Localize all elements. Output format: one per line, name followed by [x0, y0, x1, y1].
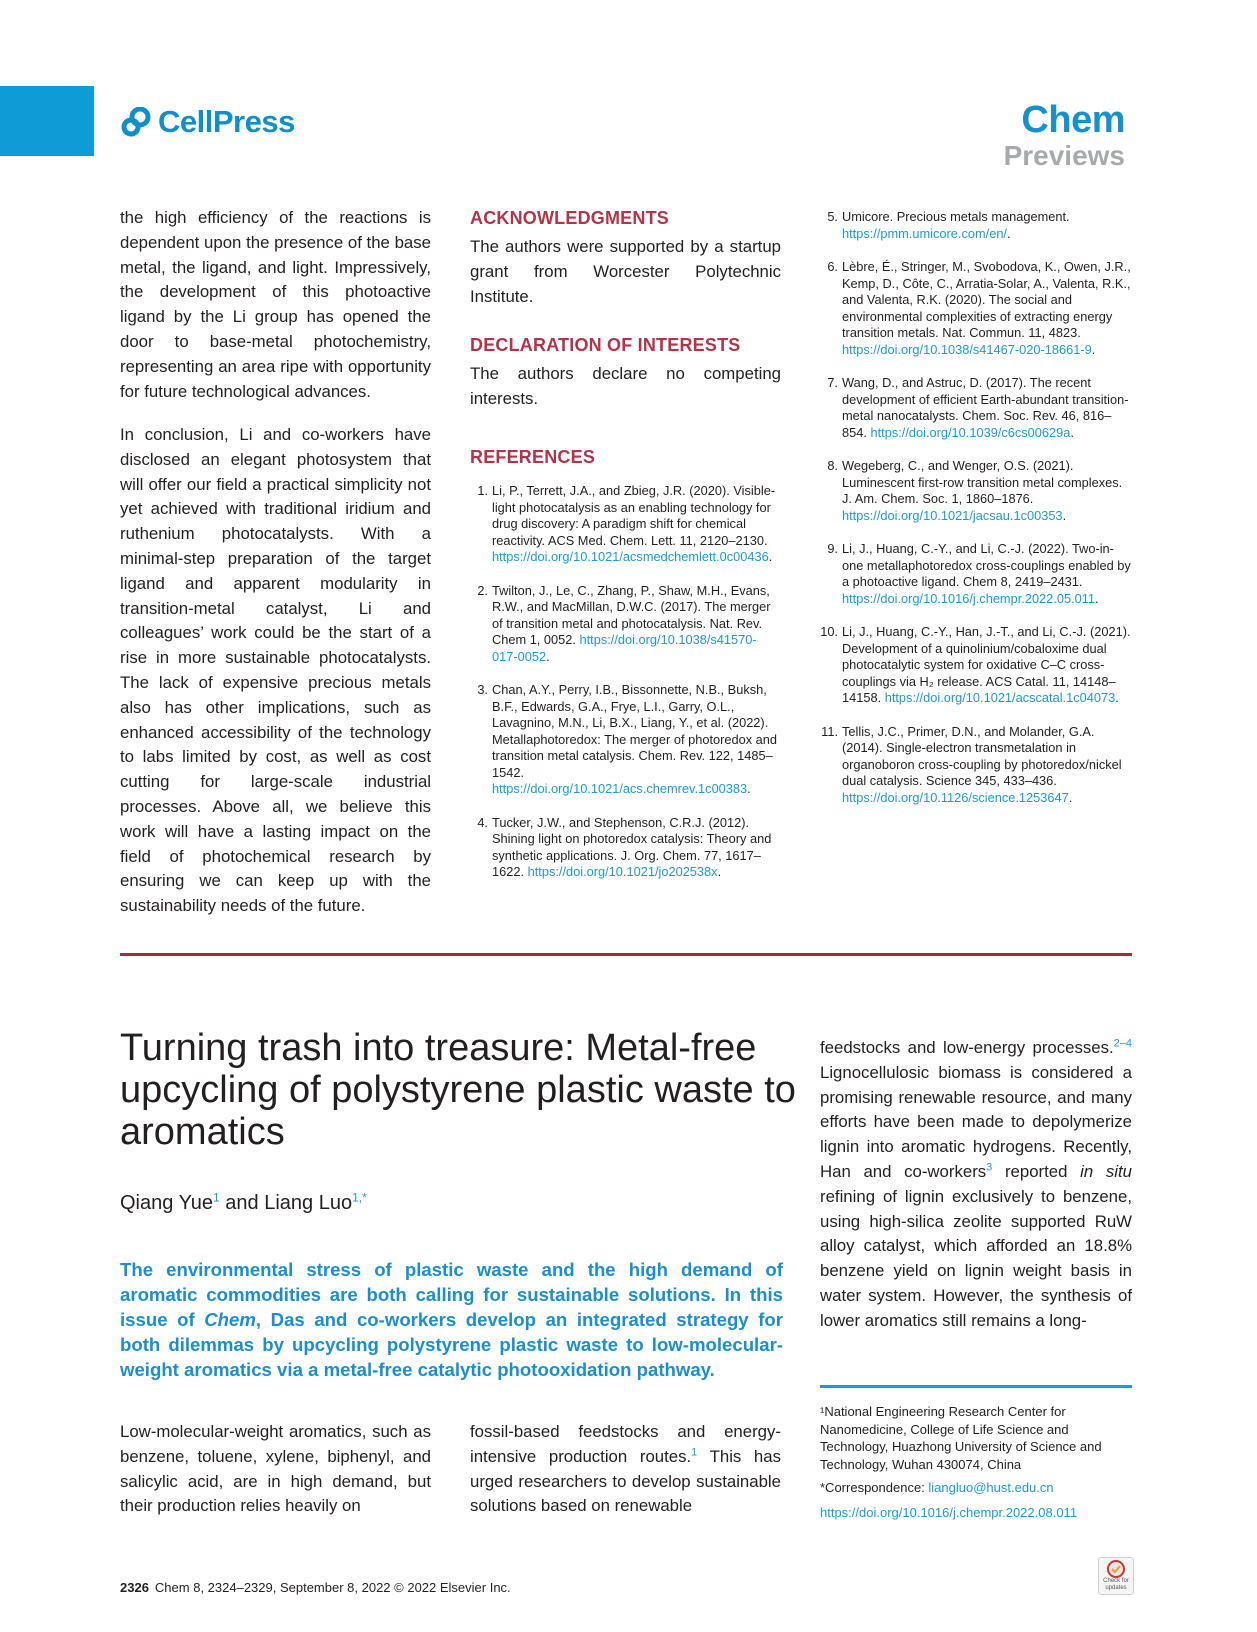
reference-citation: Umicore. Precious metals management. [842, 209, 1070, 224]
reference-citation: Tellis, J.C., Primer, D.N., and Molander, G.A. (2014). Single-electron transmetalation in organoboron cross-coupling by photoredox/nickel dual catalysis. Science 345, 433–436. [842, 723, 1122, 788]
abstract-text: The environmental stress of plastic waste and the high demand of aromatic commodities are both calling for sustainable solutions. In this issue of [120, 1259, 783, 1330]
journal-header [1004, 100, 1125, 172]
reference-item [477, 814, 781, 881]
reference-text [492, 682, 781, 798]
reference-text [492, 815, 781, 881]
reference-citation: Chan, A.Y., Perry, I.B., Bissonnette, N.B., Buksh, B.F., Edwards, G.A., Frye, L.I., Garry, O.L., Lavagnino, M.N., Li, B.X., Liang, Y., et al. (2022). Metallaphotoredox: The merger of photoredox and transition metal catalysis. Chem. Rev. 122, 1485–1542. [492, 682, 778, 780]
affiliation-divider [820, 1385, 1132, 1388]
abstract-text: , Das and co-workers develop an integrated strategy for both dilemmas by upcycling polystyrene plastic waste to low-molecular-weight aromatics via a metal-free catalytic photooxidation pathway. [120, 1309, 783, 1380]
reference-citation: Tucker, J.W., and Stephenson, C.R.J. (2012). Shining light on photoredox catalysis: Theory and synthetic applications. J. Org. Chem. 77, 1617–1622. [492, 814, 772, 879]
reference-text [842, 259, 1132, 358]
reference-doi-link[interactable]: https://doi.org/10.1039/c6cs00629a [870, 424, 1071, 440]
reference-item [477, 582, 781, 666]
reference-item [827, 209, 1132, 242]
page-footer [120, 1580, 511, 1595]
reference-citation: Li, J., Huang, C.-Y., Han, J.-T., and Li, C.-J. (2021). Development of a quinolinium/cobaloxime dual photocatalytic system for oxidative C–C cross-couplings via H₂ release. ACS Catal. 11, 14148–14158. [842, 624, 1131, 705]
reference-end: . [768, 549, 773, 564]
reference-item [820, 624, 1132, 707]
reference-text [842, 541, 1132, 607]
reference-text [492, 583, 781, 666]
reference-doi-link[interactable]: https://pmm.umicore.com/en/ [842, 225, 1007, 241]
reference-doi-link[interactable]: https://doi.org/10.1021/acsmedchemlett.0c00436 [492, 549, 769, 564]
body-text: This has urged researchers to develop sustainable solutions based on renewable [470, 1446, 781, 1516]
article-title: Turning trash into treasure: Metal-free upcycling of polystyrene plastic waste to aromatics [120, 1027, 796, 1153]
author-affiliation-mark[interactable]: 1,* [352, 1190, 367, 1205]
reference-number: 3. [477, 682, 488, 697]
reference-citation: Li, J., Huang, C.-Y., and Li, C.-J. (2022). Two-in-one metallaphotoredox cross-couplings enabled by a photoactive ligand. Chem 8, 2419–2431. [842, 541, 1131, 589]
body-text: Lignocellulosic biomass is considered a promising renewable resource, and many efforts have been made to depolymerize lignin into aromatic hydrogens. Recently, Han and co-workers [820, 1062, 1132, 1181]
check-for-updates-badge[interactable] [1098, 1557, 1134, 1595]
reference-doi-link[interactable]: https://doi.org/10.1038/s41467-020-18661-9 [842, 341, 1092, 357]
publisher-name: CellPress [158, 104, 295, 139]
reference-text [842, 209, 1132, 242]
reference-item [827, 458, 1132, 524]
reference-citation: Twilton, J., Le, C., Zhang, P., Shaw, M.H., Evans, R.W., and MacMillan, D.W.C. (2017). The merger of transition metal and photocatalysis. Nat. Rev. Chem 1, 0052. [492, 582, 771, 647]
check-updates-icon [1107, 1560, 1125, 1578]
declaration-heading: DECLARATION OF INTERESTS [470, 335, 741, 355]
reference-number: 5. [827, 209, 838, 224]
reference-text [842, 458, 1132, 524]
body-text: feedstocks and low-energy processes. [820, 1038, 1114, 1057]
references-heading-block [470, 447, 781, 468]
reference-doi-link[interactable]: https://doi.org/10.1021/acscatal.1c04073 [884, 690, 1116, 705]
body-text-italic: in situ [1080, 1161, 1132, 1181]
cellpress-logo[interactable] [120, 102, 295, 142]
author-line [120, 1192, 367, 1215]
body-text: fossil-based feedstocks and energy-intensive production routes. [470, 1422, 781, 1466]
reference-end: . [1007, 225, 1011, 241]
references-heading: REFERENCES [470, 447, 596, 467]
citation-link[interactable]: 1 [691, 1446, 698, 1459]
reference-number: 8. [827, 458, 838, 473]
declaration-text: The authors declare no competing interests. [470, 364, 781, 408]
reference-number: 10. [820, 624, 838, 639]
reference-end: . [747, 781, 751, 796]
cellpress-logo-icon [120, 107, 154, 137]
abstract-journal-name: Chem [204, 1309, 256, 1330]
citation-link[interactable]: 2–4 [1113, 1037, 1132, 1050]
reference-number: 2. [477, 582, 488, 598]
check-updates-label: Check for updates [1103, 1578, 1129, 1591]
reference-end: . [1115, 690, 1119, 705]
correspondence-label: *Correspondence: [820, 1480, 929, 1495]
reference-item [827, 541, 1132, 607]
reference-number: 9. [827, 541, 838, 556]
reference-end: . [1091, 341, 1096, 357]
reference-item [827, 375, 1132, 441]
reference-text [842, 375, 1132, 441]
reference-number: 1. [477, 483, 488, 498]
acknowledgments-text: The authors were supported by a startup grant from Worcester Polytechnic Institute. [470, 237, 781, 306]
references-list-col2 [477, 483, 781, 898]
reference-citation: Wegeberg, C., and Wenger, O.S. (2021). Luminescent first-row transition metal complexes. J. Am. Chem. Soc. 1, 1860–1876. [842, 458, 1123, 506]
author-affiliation-mark[interactable]: 1 [213, 1190, 220, 1205]
article-abstract [120, 1257, 783, 1382]
journal-name: Chem [1021, 99, 1125, 141]
reference-item [821, 723, 1132, 807]
conclusion-paragraph-1: the high efficiency of the reactions is dependent upon the presence of the base metal, the ligand, and light. Impressively, the development of this photoactive ligand by the Li group has opened the door to base-metal photochemistry, representing an area ripe with opportunity for future technological advances. [120, 208, 431, 401]
reference-item [477, 682, 781, 798]
references-list-col3 [820, 209, 1132, 823]
author-conjunction: and [219, 1192, 265, 1214]
page-number: 2326 [120, 1580, 149, 1595]
article-doi-link[interactable]: https://doi.org/10.1016/j.chempr.2022.08.011 [820, 1505, 1078, 1520]
conclusion-paragraph-2: In conclusion, Li and co-workers have disclosed an elegant photosystem that will offer our field a practical simplicity not yet achieved with traditional iridium and ruthenium photocatalysts. With a minimal-step preparation of the target ligand and apparent modularity in transition-metal catalyst, Li and colleagues’ work could be the start of a rise in more sustainable photocatalysts. The lack of expensive precious metals also has other implications, such as enhanced accessibility of the technology to labs limited by cost, as well as cost cutting for large-scale industrial processes. Above all, we believe this work will have a lasting impact on the field of photochemical research by ensuring we can keep up with the sustainability needs of the future. [120, 425, 431, 916]
reference-end: . [1068, 789, 1073, 805]
reference-doi-link[interactable]: https://doi.org/10.1021/jacsau.1c00353 [842, 507, 1063, 523]
section-divider [120, 953, 1132, 956]
section-name: Previews [1003, 140, 1125, 171]
acknowledgments-section [470, 208, 781, 309]
reference-text [842, 724, 1132, 807]
reference-text [842, 624, 1132, 707]
reference-end: . [1062, 507, 1067, 523]
body-text: refining of lignin exclusively to benzene, using high-silica zeolite supported RuW alloy catalyst, which afforded an 18.8% benzene yield on lignin weight basis in water system. However, the synthesis of lower aromatics still remains a long- [820, 1186, 1132, 1330]
reference-number: 11. [821, 723, 838, 739]
reference-end: . [717, 864, 722, 879]
reference-item [477, 483, 781, 566]
author-name: Qiang Yue [120, 1192, 214, 1214]
correspondence [820, 1480, 1054, 1495]
acknowledgments-heading: ACKNOWLEDGMENTS [470, 208, 669, 228]
article-body-col1: Low-molecular-weight aromatics, such as benzene, toluene, xylene, biphenyl, and salicylic acid, are in high demand, but their production relies heavily on [120, 1422, 431, 1516]
reference-end: . [1095, 590, 1099, 606]
reference-number: 6. [827, 259, 838, 274]
citation-link[interactable]: 3 [986, 1161, 993, 1174]
blue-corner-tab [0, 86, 94, 156]
article-body-col2 [470, 1420, 781, 1519]
reference-end: . [1070, 424, 1074, 440]
correspondence-email-link[interactable]: liangluo@hust.edu.cn [928, 1480, 1054, 1495]
declaration-section [470, 335, 781, 412]
reference-doi-link[interactable]: https://doi.org/10.1016/j.chempr.2022.05.011 [842, 590, 1096, 606]
reference-doi-link[interactable]: https://doi.org/10.1021/jo202538x [527, 864, 718, 879]
reference-doi-link[interactable]: https://doi.org/10.1038/s41570-017-0052 [492, 632, 757, 664]
reference-item [827, 259, 1132, 358]
author-name: Liang Luo [264, 1192, 353, 1214]
reference-doi-link[interactable]: https://doi.org/10.1021/acs.chemrev.1c00383 [492, 781, 748, 796]
reference-text [492, 483, 781, 566]
body-text: reported [992, 1161, 1081, 1181]
reference-citation: Wang, D., and Astruc, D. (2017). The recent development of efficient Earth-abundant transition-metal nanocatalysts. Chem. Soc. Rev. 46, 816–854. [842, 375, 1129, 440]
reference-number: 7. [827, 375, 838, 390]
reference-number: 4. [477, 814, 488, 830]
reference-citation: Lèbre, É., Stringer, M., Svobodova, K., Owen, J.R., Kemp, D., Côte, C., Arratia-Solar, A., Valenta, R.K., and Valenta, R.K. (2020). The social and environmental complexities of extracting energy transition metals. Nat. Commun. 11, 4823. [842, 259, 1131, 340]
affiliation-text: ¹National Engineering Research Center for Nanomedicine, College of Life Science and Technology, Huazhong University of Science and Technology, Wuhan 430074, China [820, 1404, 1102, 1472]
reference-end: . [546, 648, 550, 664]
reference-citation: Li, P., Terrett, J.A., and Zbieg, J.R. (2020). Visible-light photocatalysis as an enabling technology for drug discovery: A paradigm shift for chemical reactivity. ACS Med. Chem. Lett. 11, 2120–2130. [492, 483, 776, 548]
reference-doi-link[interactable]: https://doi.org/10.1126/science.1253647 [842, 789, 1069, 805]
article-body-col3 [820, 1036, 1132, 1334]
footer-citation: Chem 8, 2324–2329, September 8, 2022 © 2022 Elsevier Inc. [154, 1580, 511, 1595]
